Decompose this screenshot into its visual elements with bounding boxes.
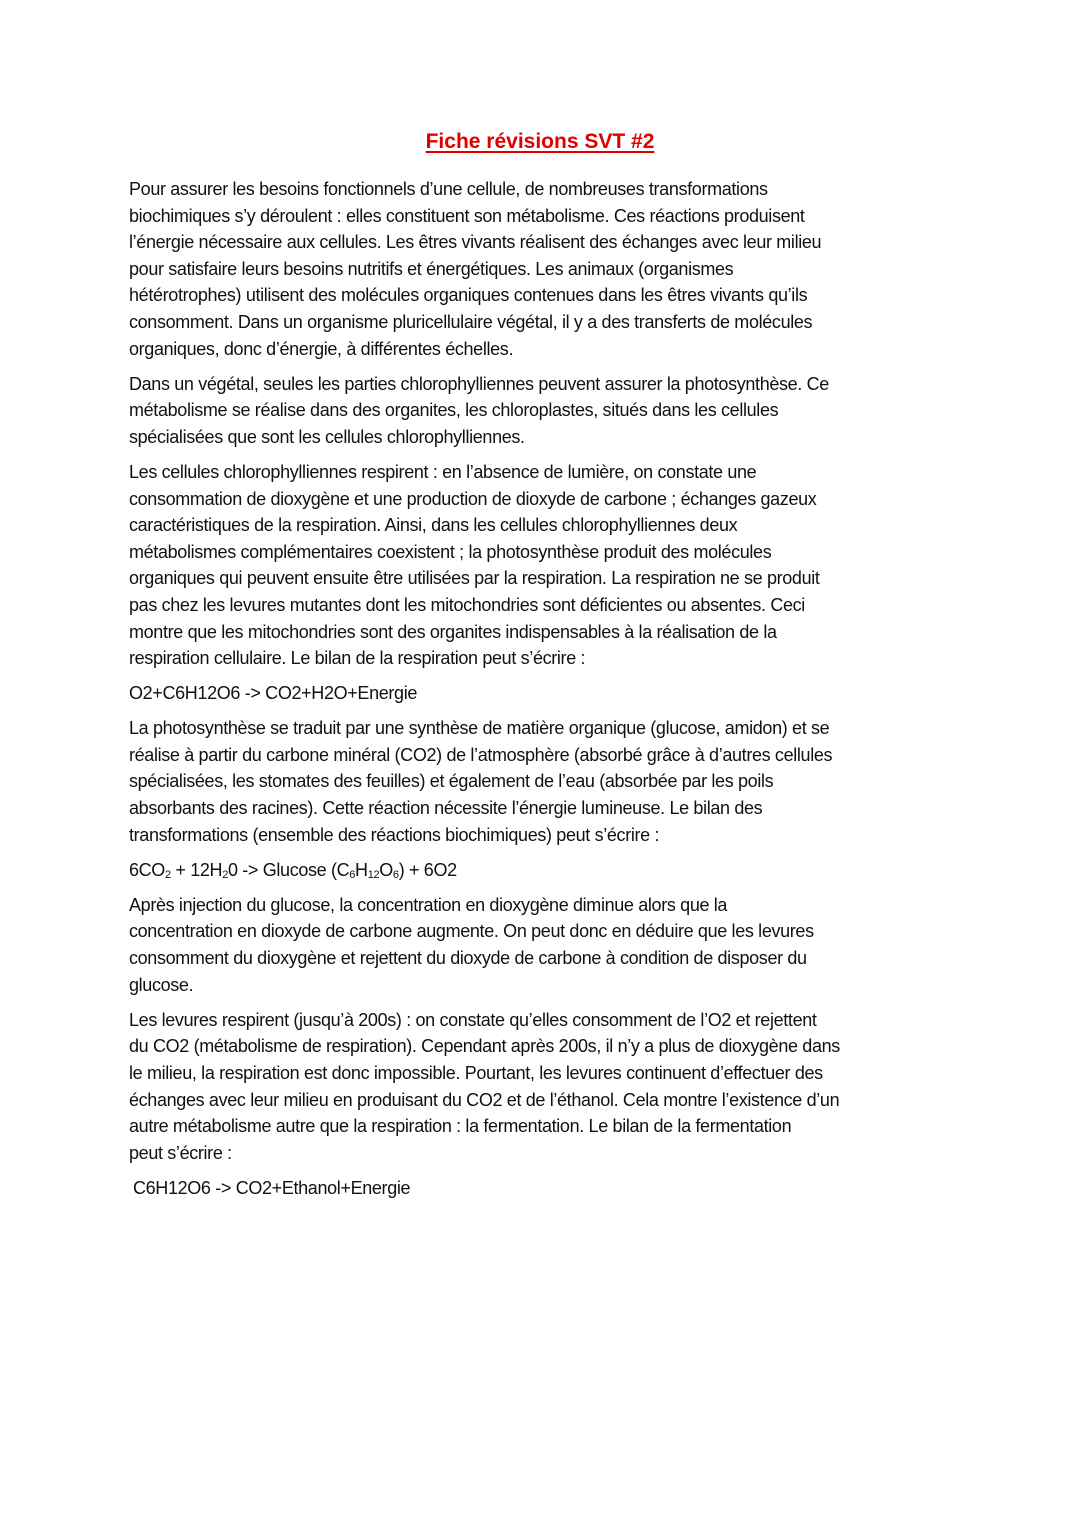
- eq-sub: 6: [392, 868, 399, 881]
- paragraph-photosynthesis: [129, 715, 989, 848]
- text-line: spécialisées que sont les cellules chlorophylliennes.: [129, 426, 525, 447]
- eq-part: + 12H: [170, 859, 223, 880]
- text-line: Les levures respirent (jusqu’à 200s) : on constate qu’elles consomment de l’O2 et rejettent: [129, 1009, 817, 1030]
- eq-sub: 2: [222, 868, 228, 881]
- text-line: peut s’écrire :: [129, 1142, 232, 1163]
- equation-photosynthesis: [129, 857, 989, 884]
- text-line: spécialisées, les stomates des feuilles) et également de l’eau (absorbée par les poils: [129, 771, 774, 792]
- equation-fermentation: C6H12O6 -> CO2+Ethanol+Energie: [133, 1177, 411, 1198]
- text-line: du CO2 (métabolisme de respiration). Cependant après 200s, il n’y a plus de dioxygène dans: [129, 1036, 840, 1057]
- text-line: consomment du dioxygène et rejettent du dioxyde de carbone à condition de disposer du: [129, 948, 807, 969]
- text-line: hétérotrophes) utilisent des molécules organiques contenues dans les êtres vivants qu’ils: [129, 285, 808, 306]
- text-line: métabolismes complémentaires coexistent ; la photosynthèse produit des molécules: [129, 541, 772, 562]
- text-line: autre métabolisme autre que la respiration : la fermentation. Le bilan de la fermentation: [129, 1116, 792, 1137]
- eq-sub: 12: [367, 868, 380, 881]
- text-line: biochimiques s’y déroulent : elles constituent son métabolisme. Ces réactions produisent: [129, 205, 805, 226]
- eq-sub: 2: [164, 868, 171, 881]
- text-line: caractéristiques de la respiration. Ainsi, dans les cellules chlorophylliennes deux: [129, 515, 738, 536]
- text-line: Pour assurer les besoins fonctionnels d’une cellule, de nombreuses transformations: [129, 179, 768, 199]
- equation-respiration: O2+C6H12O6 -> CO2+H2O+Energie: [129, 683, 418, 704]
- text-line: glucose.: [129, 974, 194, 995]
- text-line: absorbants des racines). Cette réaction nécessite l’énergie lumineuse. Le bilan des: [129, 798, 763, 819]
- text-line: échanges avec leur milieu en produisant du CO2 et de l’éthanol. Cela montre l’existence d’un: [129, 1089, 840, 1110]
- text-line: montre que les mitochondries sont des organites indispensables à la réalisation de la: [129, 621, 777, 642]
- text-line: l’énergie nécessaire aux cellules. Les êtres vivants réalisent des échanges avec leur milieu: [129, 232, 822, 253]
- text-line: consomment. Dans un organisme pluricellulaire végétal, il y a des transferts de molécules: [129, 311, 813, 332]
- eq-part: O: [379, 859, 393, 880]
- eq-part: H: [355, 859, 368, 880]
- text-line: pour satisfaire leurs besoins nutritifs et énergétiques. Les animaux (organismes: [129, 258, 734, 279]
- paragraph-photosynthesis-location: [129, 371, 989, 451]
- text-line: concentration en dioxyde de carbone augmente. On peut donc en déduire que les levures: [129, 921, 814, 942]
- paragraph-metabolism: [129, 176, 989, 362]
- paragraph-glucose-injection: [129, 892, 989, 998]
- text-line: réalise à partir du carbone minéral (CO2) de l’atmosphère (absorbé grâce à d’autres cellules: [129, 744, 833, 765]
- paragraph-fermentation: [129, 1007, 989, 1167]
- eq-part: ) + 6O2: [398, 859, 457, 880]
- text-line: consommation de dioxygène et une production de dioxyde de carbone ; échanges gazeux: [129, 488, 817, 509]
- eq-part: 0 -> Glucose (C: [227, 859, 350, 880]
- title-text: Fiche révisions SVT #2: [425, 130, 655, 153]
- text-line: organiques qui peuvent ensuite être utilisées par la respiration. La respiration ne se produit: [129, 568, 820, 589]
- text-line: métabolisme se réalise dans des organites, les chloroplastes, situés dans les cellules: [129, 400, 779, 421]
- text-line: Après injection du glucose, la concentration en dioxygène diminue alors que la: [129, 894, 728, 915]
- page-title: [0, 130, 1080, 154]
- eq-part: 6CO: [129, 859, 165, 880]
- text-line: La photosynthèse se traduit par une synthèse de matière organique (glucose, amidon) et se: [129, 718, 830, 739]
- eq-sub: 6: [349, 868, 356, 881]
- paragraph-respiration: [129, 459, 989, 672]
- text-line: transformations (ensemble des réactions biochimiques) peut s’écrire :: [129, 824, 660, 845]
- text-line: Les cellules chlorophylliennes respirent : en l’absence de lumière, on constate une: [129, 461, 757, 482]
- text-line: organiques, donc d’énergie, à différentes échelles.: [129, 338, 514, 359]
- text-line: pas chez les levures mutantes dont les mitochondries sont déficientes ou absentes. Ceci: [129, 594, 805, 615]
- document-body: [129, 176, 989, 1210]
- text-line: le milieu, la respiration est donc impossible. Pourtant, les levures continuent d’effectuer des: [129, 1062, 823, 1083]
- text-line: respiration cellulaire. Le bilan de la respiration peut s’écrire :: [129, 648, 586, 669]
- text-line: Dans un végétal, seules les parties chlorophylliennes peuvent assurer la photosynthèse. Ce: [129, 373, 829, 394]
